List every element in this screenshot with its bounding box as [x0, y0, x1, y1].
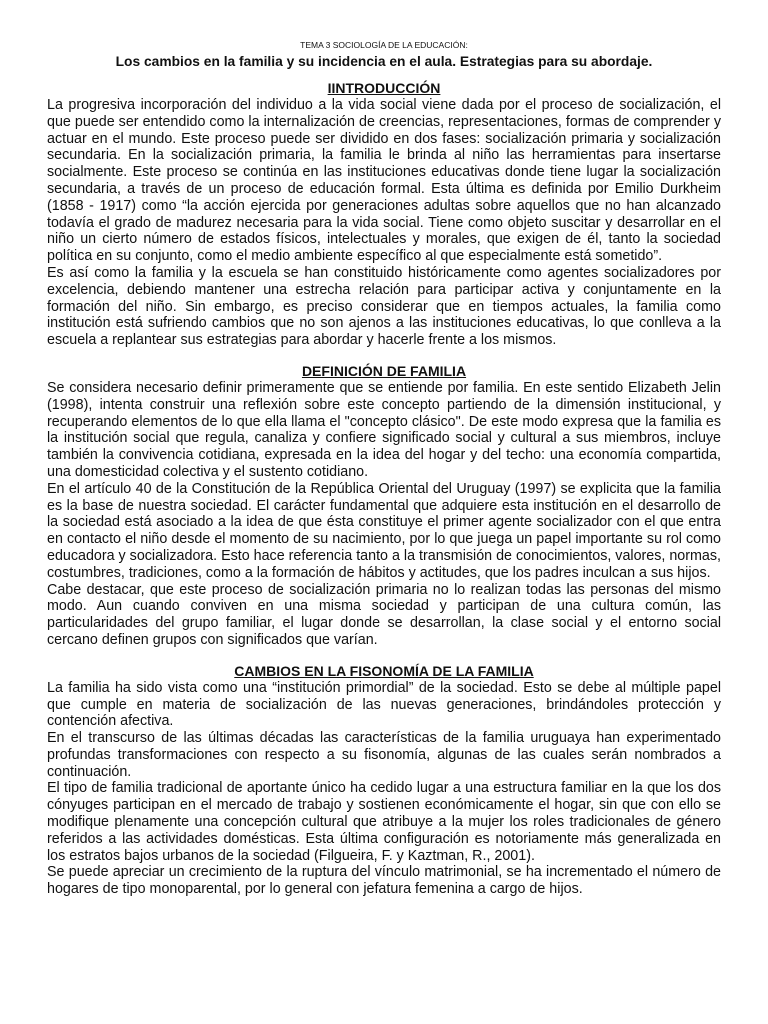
paragraph: En el transcurso de las últimas décadas las características de la familia uruguaya han experimentado profundas transformaciones con respecto a su fisonomía, algunas de las cuales serán nombrados a continuación.	[47, 730, 721, 780]
section-definicion-de-familia	[47, 363, 721, 649]
paragraph: En el artículo 40 de la Constitución de la República Oriental del Uruguay (1997) se explicita que la familia es la base de nuestra sociedad. El carácter fundamental que adquiere esta institución en el desarrollo de la sociedad está asociado a la idea de que ésta constituye el primer agente socializador con el que entra en contacto el niño desde el momento de su nacimiento, por lo que juega un papel importante su rol como educadora y socializadora. Esto hace referencia tanto a la transmisión de conocimientos, valores, normas, costumbres, tradiciones, como a la formación de hábitos y actitudes, que los padres inculcan a sus hijos.	[47, 480, 721, 581]
document-title: Los cambios en la familia y su incidencia en el aula. Estrategias para su abordaje.	[115, 54, 653, 69]
paragraph: Se considera necesario definir primeramente que se entiende por familia. En este sentido Elizabeth Jelin (1998), intenta construir una reflexión sobre este concepto partiendo de la dimensión institucional, y recuperando elementos de lo que ella llama el "concepto clásico". De este modo expresa que la familia es la institución social que regula, canaliza y confiere significado social y cultural a sus miembros, incluye también la convivencia cotidiana, expresada en la idea del hogar y del techo: una economía compartida, una domesticidad colectiva y el sustento cotidiano.	[47, 379, 721, 480]
paragraph: Cabe destacar, que este proceso de socialización primaria no lo realizan todas las personas del mismo modo. Aun cuando conviven en una misma sociedad y participan de una cultura común, las particularidades del grupo familiar, el lugar donde se desarrollan, la clase social y el entorno social cercano definen grupos con significados que varían.	[47, 581, 721, 648]
section-heading: CAMBIOS EN LA FISONOMÍA DE LA FAMILIA	[234, 662, 534, 679]
section-heading: DEFINICIÓN DE FAMILIA	[301, 362, 467, 379]
paragraph: La familia ha sido vista como una “institución primordial” de la sociedad. Esto se debe al múltiple papel que cumple en materia de socialización de las nuevas generaciones, brindándoles protección y contención afectiva.	[47, 679, 721, 730]
paragraph: Es así como la familia y la escuela se han constituido históricamente como agentes socializadores por excelencia, debiendo mantener una estrecha relación para participar activa y conjuntamente en la formación del niño. Sin embargo, es preciso considerar que en tiempos actuales, la familia como institución está sufriendo cambios que no son ajenos a las instituciones educativas, lo que conlleva a la escuela a replantear sus estrategias para abordar y hacerle frente a los mismos.	[47, 264, 721, 349]
section-cambios-fisonomia	[47, 663, 721, 898]
paragraph: El tipo de familia tradicional de aportante único ha cedido lugar a una estructura familiar en la que los dos cónyuges participan en el mercado de trabajo y sostienen económicamente el hogar, sin que con ello se modifique plenamente una concepción cultural que atribuye a la mujer los roles tradicionales de género referidos a las actividades domésticas. Esta última configuración es notoriamente más generalizada en los estratos bajos urbanos de la sociedad (Filgueira, F. y Kaztman, R., 2001).	[47, 780, 721, 864]
paragraph: La progresiva incorporación del individuo a la vida social viene dada por el proceso de socialización, el que puede ser entendido como la internalización de creencias, representaciones, formas de comprender y actuar en el mundo. Este proceso puede ser dividido en dos fases: socialización primaria y socialización secundaria. En la socialización primaria, la familia le brinda al niño las herramientas para insertarse socialmente. Este proceso se continúa en las instituciones educativas donde tiene lugar la socialización secundaria, a través de un proceso de educación formal. Esta última es definida por Emilio Durkheim (1858 - 1917) como “la acción ejercida por generaciones adultas sobre aquellos que no han alcanzado todavía el grado de madurez necesaria para la vida social. Tiene como objeto suscitar y desarrollar en el niño un cierto número de estados físicos, intelectuales y morales, que exigen de él, tanto la sociedad política en su conjunto, como el medio ambiente específico al que especialmente está sometido”.	[47, 97, 721, 265]
section-introduccion	[47, 80, 721, 349]
document-kicker: TEMA 3 SOCIOLOGÍA DE LA EDUCACIÓN:	[300, 40, 468, 50]
section-heading: IINTRODUCCIÓN	[327, 80, 441, 96]
paragraph: Se puede apreciar un crecimiento de la ruptura del vínculo matrimonial, se ha incrementado el número de hogares de tipo monoparental, por lo general con jefatura femenina a cargo de hijos.	[47, 864, 721, 898]
